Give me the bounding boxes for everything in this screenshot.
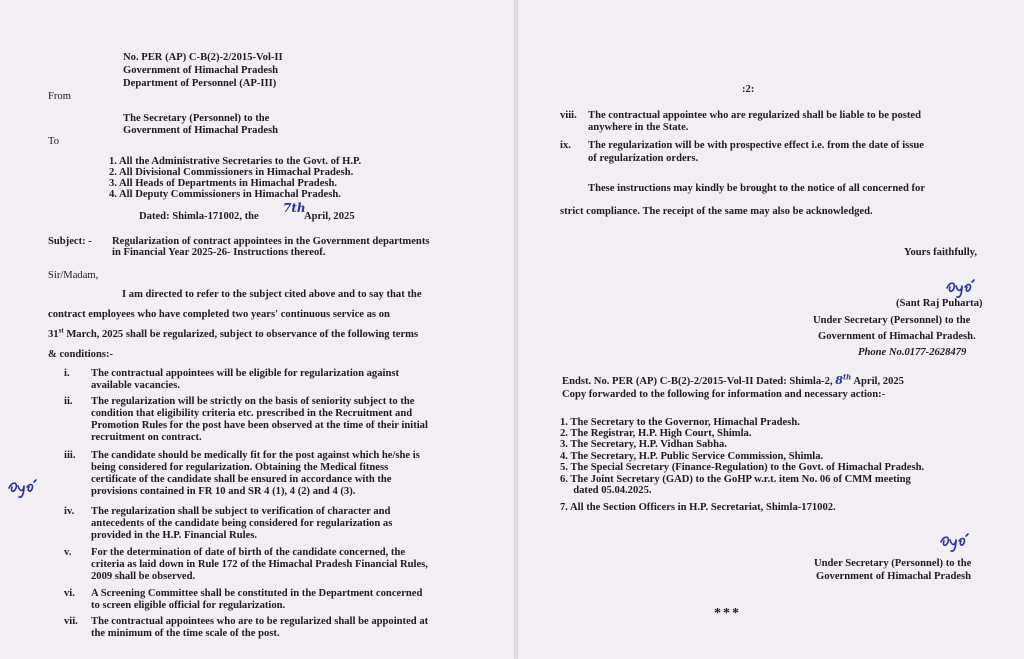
condition-line: The regularization will be with prospective effect i.e. from the date of issue [588, 140, 924, 151]
condition-line: being considered for regularization. Obtaining the Medical fitness [91, 462, 389, 473]
body-line-2: contract employees who have completed two years' continuous service as on [48, 309, 390, 320]
condition-line: provided in the H.P. Financial Rules. [91, 530, 257, 541]
copy-item-5: 5. The Special Secretary (Finance-Regulation) to the Govt. of Himachal Pradesh. [560, 462, 925, 473]
end-mark: *** [714, 606, 741, 621]
condition-line: 2009 shall be observed. [91, 571, 196, 582]
condition-num: ix. [560, 140, 571, 151]
condition-line: available vacancies. [91, 380, 180, 391]
condition-line: The contractual appointees who are to be regularized shall be appointed at [91, 616, 429, 627]
condition-line: The candidate should be medically fit for the post against which he/she is [91, 450, 420, 461]
copy-item-3: 3. The Secretary, H.P. Vidhan Sabha. [560, 439, 727, 450]
to-item-4: 4. All Deputy Commissioners in Himachal Pradesh. [109, 189, 341, 200]
endorsement-day-sup: th [842, 372, 852, 382]
letter-page-2 [518, 0, 1024, 659]
page-number: :2: [742, 84, 755, 95]
copy-item-2: 2. The Registrar, H.P. High Court, Shimla. [560, 428, 752, 439]
endorsement-line [562, 372, 904, 388]
body-date-num: 31 [48, 329, 59, 340]
handwritten-initial-margin [6, 478, 40, 500]
endorsement-label: Endst. No. PER (AP) C-B(2)-2/2015-Vol-II Dated: Shimla-2, [562, 376, 833, 387]
dated-day-handwritten: 7th [283, 201, 306, 215]
condition-line: The contractual appointee who are regularized shall be liable to be posted [588, 110, 922, 121]
condition-line: provisions contained in FR 10 and SR 4 (1), 4 (2) and 4 (3). [91, 486, 356, 497]
body-line-4: & conditions:- [48, 349, 114, 360]
subject-line-2: in Financial Year 2025-26- Instructions thereof. [112, 247, 326, 258]
body-date-sup: st [58, 326, 64, 335]
condition-line: certificate of the candidate shall be ensured in accordance with the [91, 474, 392, 485]
subject-label: Subject: - [48, 236, 92, 247]
condition-line: The regularization will be strictly on the basis of seniority subject to the [91, 396, 415, 407]
condition-num: vii. [64, 616, 78, 627]
condition-line: of regularization orders. [588, 153, 699, 164]
signatory-name: (Sant Raj Puharta) [896, 298, 983, 309]
endorsement-rest: April, 2025 [853, 376, 904, 387]
govt-name: Government of Himachal Pradesh [123, 65, 279, 76]
closing-line-2: strict compliance. The receipt of the same may also be acknowledged. [560, 206, 873, 217]
subject-line-1: Regularization of contract appointees in the Government departments [112, 236, 430, 247]
copy-item-1: 1. The Secretary to the Governor, Himachal Pradesh. [560, 417, 800, 428]
dated-rest: April, 2025 [304, 211, 355, 222]
copy-item-6-cont: dated 05.04.2025. [560, 485, 652, 496]
condition-num: ii. [64, 396, 73, 407]
condition-num: vi. [64, 588, 75, 599]
ref-number: No. PER (AP) C-B(2)-2/2015-Vol-II [123, 52, 283, 63]
closing-line-1: These instructions may kindly be brought to the notice of all concerned for [588, 183, 926, 194]
copy-item-4: 4. The Secretary, H.P. Public Service Commission, Shimla. [560, 451, 824, 462]
endorsement-day: 8 [835, 374, 843, 387]
yours-faithfully: Yours faithfully, [904, 247, 977, 258]
condition-line: the minimum of the time scale of the post. [91, 628, 280, 639]
condition-line: The regularization shall be subject to verification of character and [91, 506, 391, 517]
signatory2-designation-1: Under Secretary (Personnel) to the [814, 558, 972, 569]
to-item-3: 3. All Heads of Departments in Himachal Pradesh. [109, 178, 338, 189]
body-line-3-text: March, 2025 shall be regularized, subject to observance of the following terms [66, 329, 419, 340]
signature [944, 278, 978, 300]
condition-line: Promotion Rules for the post have been observed at the time of their initial [91, 420, 428, 431]
signature [938, 532, 972, 554]
condition-line: anywhere in the State. [588, 122, 689, 133]
signatory-designation-2: Government of Himachal Pradesh. [818, 331, 976, 342]
condition-line: The contractual appointees will be eligible for regularization against [91, 368, 399, 379]
condition-line: to screen eligible official for regularization. [91, 600, 286, 611]
signatory2-designation-2: Government of Himachal Pradesh [816, 571, 972, 582]
signatory-phone: Phone No.0177-2628479 [858, 347, 967, 358]
condition-line: antecedents of the candidate being considered for regularization as [91, 518, 393, 529]
signatory-designation-1: Under Secretary (Personnel) to the [813, 315, 971, 326]
condition-line: For the determination of date of birth of the candidate concerned, the [91, 547, 406, 558]
condition-num: viii. [560, 110, 577, 121]
condition-line: A Screening Committee shall be constituted in the Department concerned [91, 588, 423, 599]
from-line-2: Government of Himachal Pradesh [123, 125, 279, 136]
dated-label: Dated: Shimla-171002, the [139, 211, 259, 222]
condition-num: v. [64, 547, 72, 558]
copy-forwarded-line: Copy forwarded to the following for information and necessary action:- [562, 389, 886, 400]
endorsement-day-handwritten [835, 374, 851, 387]
condition-num: i. [64, 368, 70, 379]
condition-num: iii. [64, 450, 76, 461]
to-item-2: 2. All Divisional Commissioners in Himachal Pradesh. [109, 167, 354, 178]
from-label: From [48, 91, 71, 102]
to-label: To [48, 136, 60, 147]
copy-item-6: 6. The Joint Secretary (GAD) to the GoHP w.r.t. item No. 06 of CMM meeting [560, 474, 911, 485]
body-line-1: I am directed to refer to the subject cited above and to say that the [122, 289, 422, 300]
salutation: Sir/Madam, [48, 270, 99, 281]
copy-item-7: 7. All the Section Officers in H.P. Secretariat, Shimla-171002. [560, 502, 836, 513]
condition-line: recruitment on contract. [91, 432, 202, 443]
dept-name: Department of Personnel (AP-III) [123, 78, 277, 89]
condition-num: iv. [64, 506, 75, 517]
condition-line: condition that eligibility criteria etc. prescribed in the Recruitment and [91, 408, 413, 419]
to-item-1: 1. All the Administrative Secretaries to the Govt. of H.P. [109, 156, 362, 167]
condition-line: criteria as laid down in Rule 172 of the Himachal Pradesh Financial Rules, [91, 559, 428, 570]
body-line-3 [48, 326, 419, 341]
from-line-1: The Secretary (Personnel) to the [123, 113, 270, 124]
